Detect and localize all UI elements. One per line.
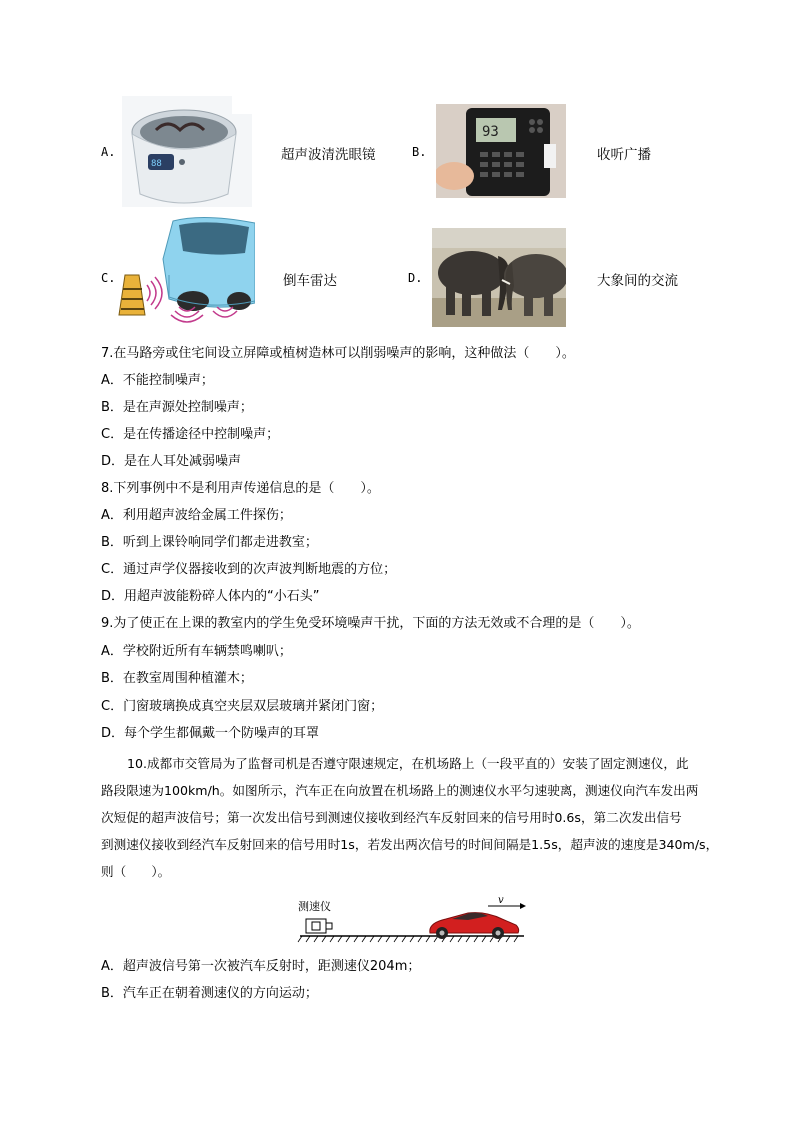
- q8-option-d: D．用超声波能粉碎人体内的“小石头”: [101, 589, 320, 604]
- q7-option-d: D．是在人耳处减弱噪声: [101, 454, 242, 469]
- ultrasonic-cleaner-image: [122, 96, 252, 207]
- q10-line-4: 到测速仪接收到经汽车反射回来的信号用时1s，若发出两次信号的时间间隔是1.5s，超声波的速度是340m/s，: [101, 837, 719, 852]
- q10-line-3: 次短促的超声波信号；第一次发出信号到测速仪接收到经汽车反射回来的信号用时0.6s，第二次发出信号: [101, 810, 682, 825]
- option-label-c: 倒车雷达: [283, 273, 337, 289]
- q7-option-c: C．是在传播途径中控制噪声；: [101, 427, 280, 442]
- q8-option-b: B．听到上课铃响同学们都走进教室；: [101, 535, 318, 550]
- q8-option-a: A．利用超声波给金属工件探伤；: [101, 508, 292, 523]
- speed-meter-label: 测速仪: [298, 900, 331, 913]
- q7-option-a: A．不能控制噪声；: [101, 373, 214, 388]
- option-letter-b: B.: [412, 145, 427, 159]
- q8-option-c: C．通过声学仪器接收到的次声波判断地震的方位；: [101, 562, 397, 577]
- option-label-d: 大象间的交流: [597, 273, 678, 289]
- q9-option-b: B．在教室周围种植灌木；: [101, 671, 253, 686]
- velocity-label: v: [498, 895, 504, 906]
- option-letter-d: D.: [408, 271, 423, 285]
- q10-option-a: A．超声波信号第一次被汽车反射时，距测速仪204m；: [101, 959, 421, 974]
- radio-display-text: 93: [482, 124, 499, 140]
- q9-option-d: D．每个学生都佩戴一个防噪声的耳罩: [101, 726, 320, 741]
- q10-option-b: B．汽车正在朝着测速仪的方向运动；: [101, 986, 318, 1001]
- svg-text:88: 88: [151, 159, 162, 169]
- speed-figure: [292, 893, 532, 951]
- q7-option-b: B．是在声源处控制噪声；: [101, 400, 253, 415]
- q9-option-a: A．学校附近所有车辆禁鸣喇叭；: [101, 644, 292, 659]
- reversing-radar-image: [117, 215, 255, 327]
- elephants-image: [432, 228, 566, 327]
- q10-line-5: 则（ ）。: [101, 864, 171, 879]
- option-letter-c: C.: [101, 271, 116, 285]
- radio-image: [436, 104, 566, 198]
- option-label-b: 收听广播: [597, 147, 651, 163]
- q10-line-1: 10.成都市交管局为了监督司机是否遵守限速规定，在机场路上（一段平直的）安装了固定测速仪，此: [127, 756, 689, 771]
- option-label-a: 超声波清洗眼镜: [281, 147, 376, 163]
- q9-stem: 9.为了使正在上课的教室内的学生免受环境噪声干扰，下面的方法无效或不合理的是（ ）。: [101, 616, 640, 631]
- q10-stem: [101, 750, 731, 885]
- option-letter-a: A.: [101, 145, 116, 159]
- q10-line-2: 路段限速为100km/h。如图所示，汽车正在向放置在机场路上的测速仪水平匀速驶离，测速仪向汽车发出两: [101, 783, 699, 798]
- q7-stem: 7.在马路旁或住宅间设立屏障或植树造林可以削弱噪声的影响，这种做法（ ）。: [101, 346, 575, 361]
- q8-stem: 8.下列事例中不是利用声传递信息的是（ ）。: [101, 481, 380, 496]
- q9-option-c: C．门窗玻璃换成真空夹层双层玻璃并紧闭门窗；: [101, 699, 384, 714]
